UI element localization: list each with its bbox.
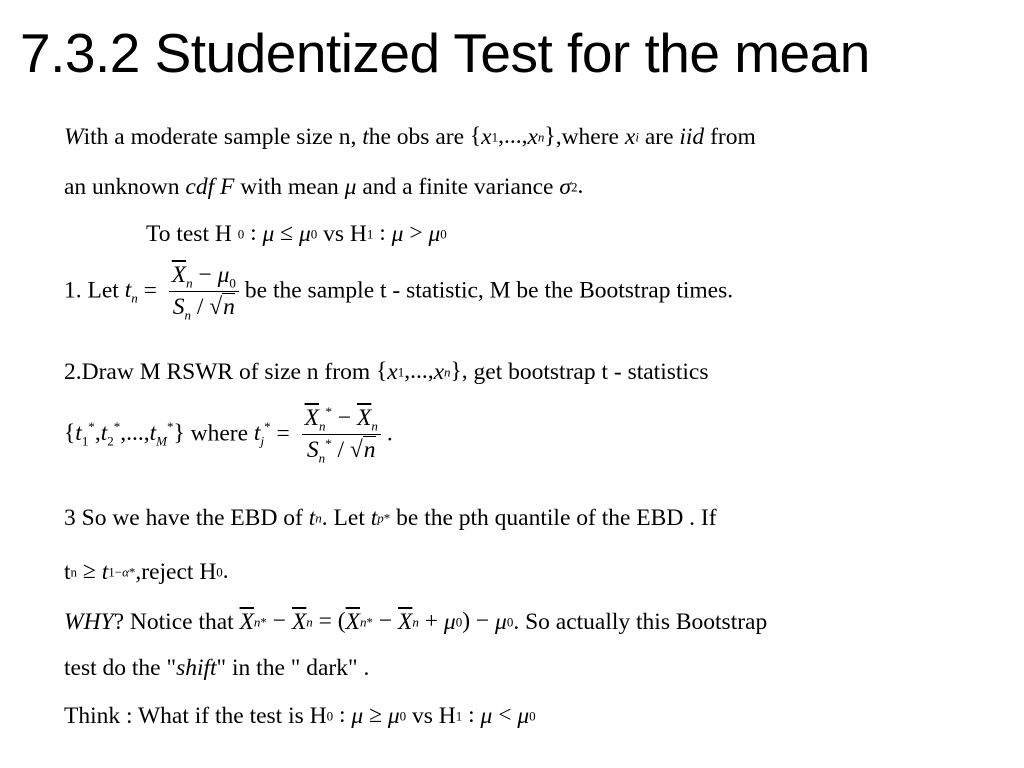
t-statistic-fraction: $\frac{\overline{X}_n - \mu_0}{S_n / √n}$ [169, 260, 239, 322]
shift-line: test do the "shift" in the " dark" . [64, 654, 370, 681]
page-title: 7.3.2 Studentized Test for the mean [20, 22, 870, 84]
step-1: 1. Let $t_n$ = $\frac{\overline{X}_n - \mu_0}{S_n / √n}$ be the sample t - statistic, M be the Bootstrap times. [64, 262, 734, 323]
bootstrap-statistics: $\{t_1^*,t_2^*,...,t_M^*\}$ where $t_j^*$ = $\frac{\overline{X}_n^* - \overline{X}_n}{S_n^* / √n}$ . [64, 404, 393, 466]
step-2: 2.Draw M RSWR of size n from {x1,...,xn}, get bootstrap t - statistics [64, 358, 709, 385]
reject-rule: tn ≥ t1−α*,reject H0. [64, 558, 229, 585]
line-2: an unknown cdf F with mean μ and a finite variance σ2. [64, 173, 584, 200]
hypothesis-line: To test H 0 : μ ≤ μ0 vs H1 : μ > μ0 [146, 220, 447, 247]
why-line: WHY? Notice that $\overline{X}n* - \overline{X}n = (\overline{X}n* - \overline{X}n + \mu 0) - \mu 0$. So actually this Bootstrap [64, 608, 768, 635]
bootstrap-t-fraction: $\frac{\overline{X}_n^* - \overline{X}_n}{S_n^* / √n}$ [302, 403, 381, 465]
line-1: With a moderate sample size n, the obs are {x1,...,xn},where xi are iid from [64, 123, 756, 150]
think-line: Think : What if the test is H0 : μ ≥ μ0 vs H1 : μ < μ0 [64, 702, 536, 729]
step-3: 3 So we have the EBD of tn. Let tp* be the pth quantile of the EBD . If [64, 504, 717, 531]
